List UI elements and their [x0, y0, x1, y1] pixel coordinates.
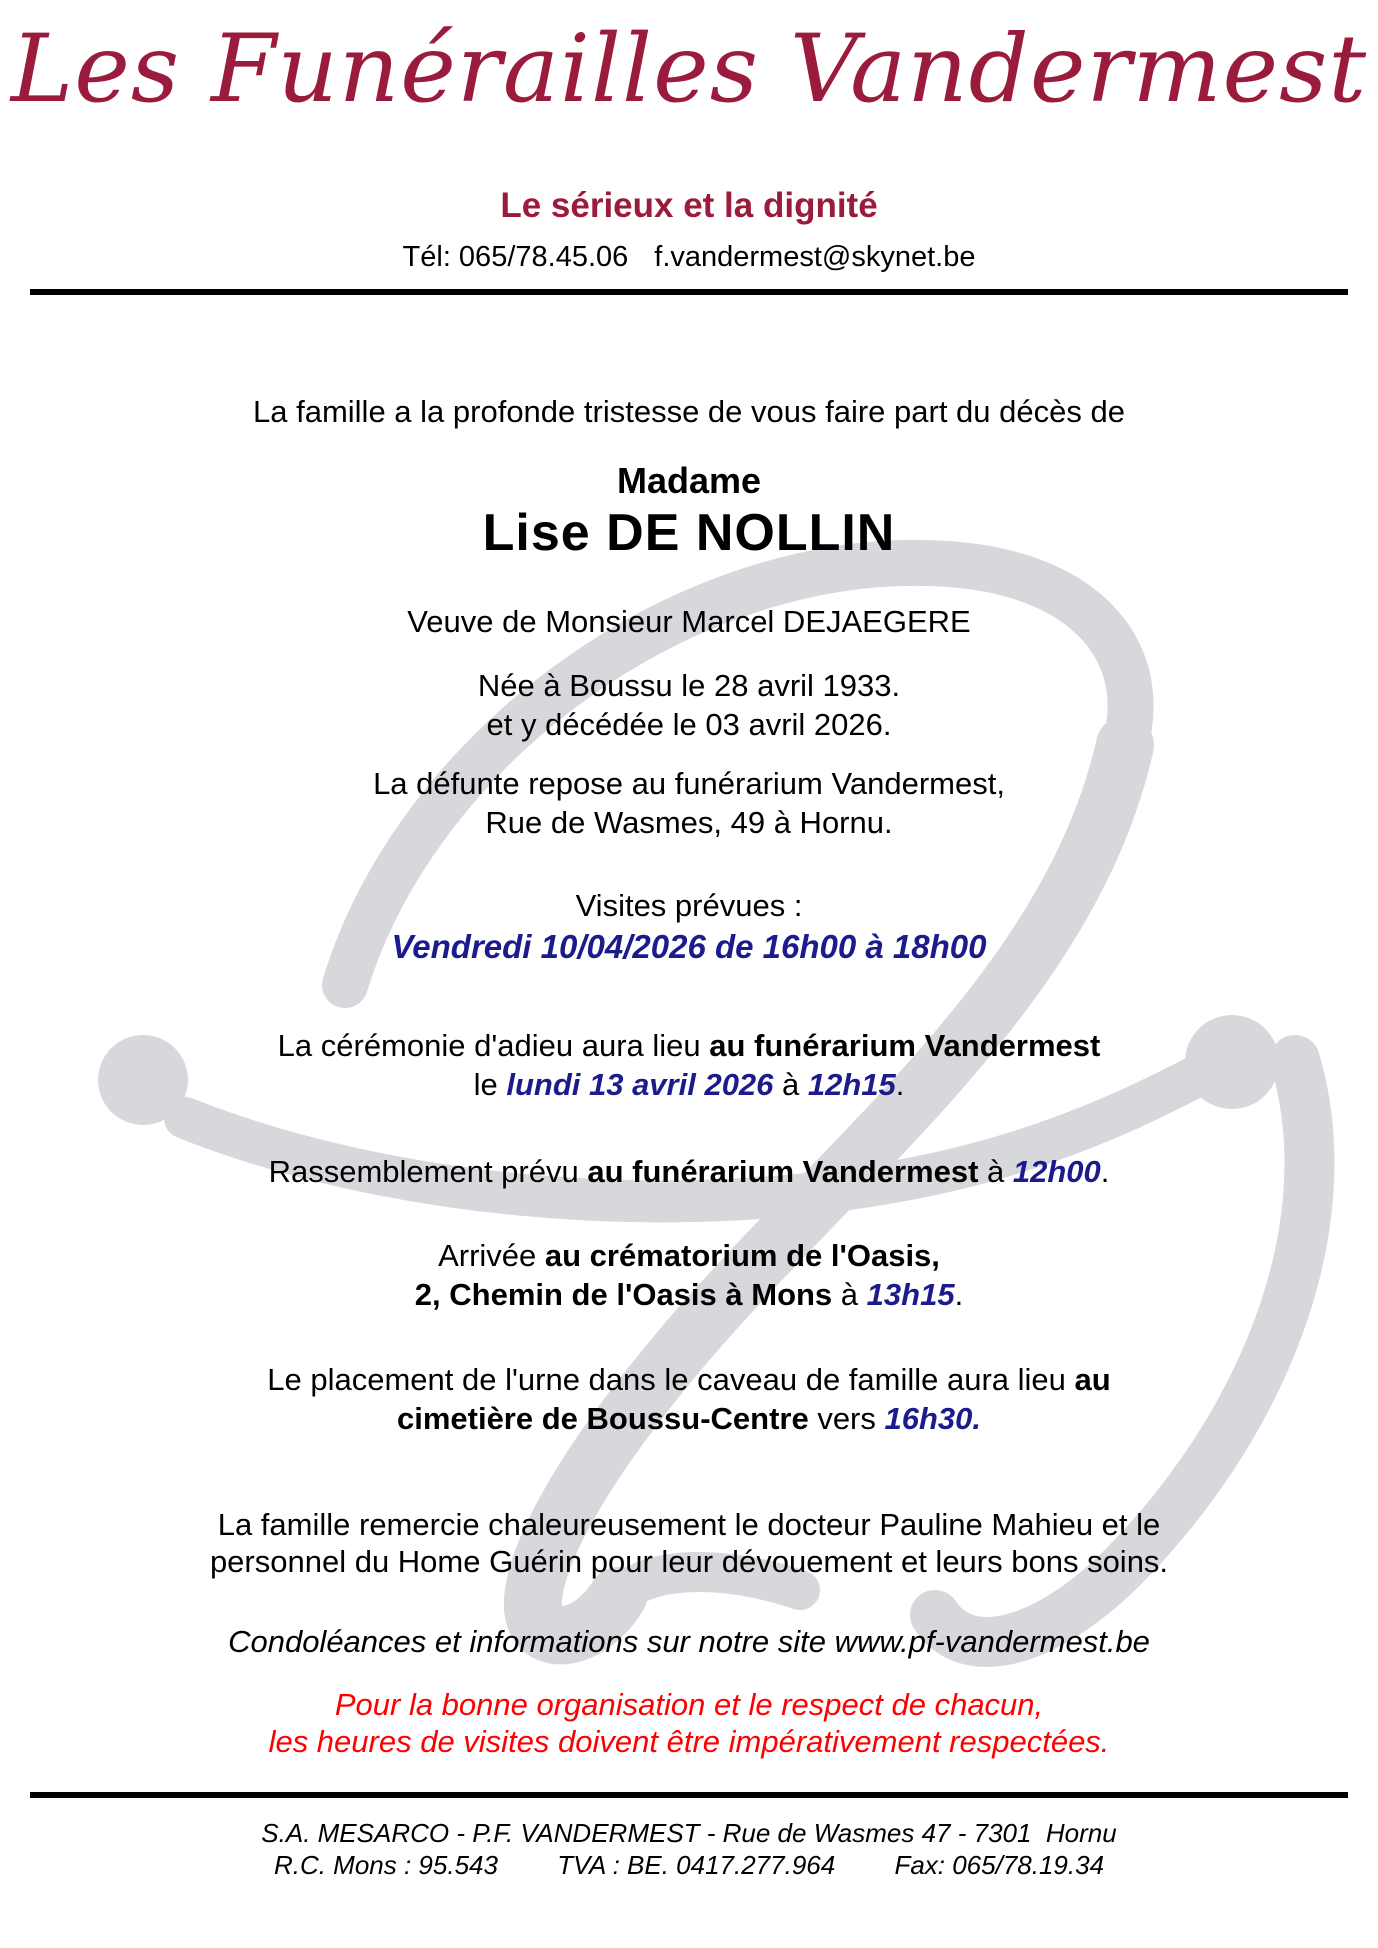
- birth-death-block: [0, 666, 1378, 744]
- visits-schedule: [0, 928, 1378, 966]
- ceremony-time-prefix: à: [773, 1067, 808, 1102]
- repose-line-1: La défunte repose au funérarium Vandermest,: [373, 766, 1005, 801]
- brand-title: Les Funérailles Vandermest: [10, 15, 1368, 124]
- urn-text-bold: au: [1074, 1362, 1111, 1397]
- brand-tagline: Le sérieux et la dignité: [500, 186, 878, 225]
- ceremony-place: au funérarium Vandermest: [709, 1028, 1101, 1063]
- visits-schedule-text: Vendredi 10/04/2026 de 16h00 à 18h00: [391, 928, 987, 965]
- urn-cemetery: cimetière de Boussu-Centre: [396, 1401, 809, 1436]
- gathering-period: .: [1100, 1154, 1110, 1189]
- arrival-time: 13h15: [866, 1277, 955, 1312]
- relation-line: Veuve de Monsieur Marcel DEJAEGERE: [407, 604, 971, 639]
- ceremony-line-1: [0, 1026, 1378, 1065]
- footer-fax: Fax: 065/78.19.34: [894, 1850, 1105, 1880]
- phone-number: Tél: 065/78.45.06: [402, 241, 629, 273]
- repose-block: [0, 764, 1378, 842]
- footer-tva: TVA : BE. 0417.277.964: [557, 1850, 836, 1880]
- footer-rc: R.C. Mons : 95.543: [273, 1850, 498, 1880]
- honorific-title: Madame: [616, 460, 762, 501]
- thanks-line-1: La famille remercie chaleureusement le docteur Pauline Mahieu et le: [217, 1507, 1161, 1542]
- ceremony-date: lundi 13 avril 2026: [506, 1067, 774, 1102]
- email-address: f.vandermest@skynet.be: [654, 241, 976, 273]
- arrival-block: [0, 1236, 1378, 1314]
- ceremony-text: La cérémonie d'adieu aura lieu: [277, 1028, 710, 1063]
- arrival-line-2: [0, 1275, 1378, 1314]
- contact-line: [0, 241, 1378, 274]
- urn-block: [0, 1360, 1378, 1438]
- urn-time-prefix: vers: [808, 1401, 885, 1436]
- urn-line-1: [0, 1360, 1378, 1399]
- bottom-divider: [30, 1792, 1348, 1798]
- intro-text: La famille a la profonde tristesse de vous faire part du décès de: [253, 394, 1125, 429]
- notice-line-1: Pour la bonne organisation et le respect de chacun,: [334, 1687, 1044, 1722]
- gathering-line: [0, 1152, 1378, 1191]
- thanks-block: [0, 1506, 1378, 1580]
- arrival-place: au crématorium de l'Oasis,: [544, 1238, 940, 1273]
- top-divider: [30, 289, 1348, 295]
- gathering-time: 12h00: [1012, 1154, 1101, 1189]
- footer-company-line: S.A. MESARCO - P.F. VANDERMEST - Rue de Wasmes 47 - 7301 Hornu: [261, 1818, 1117, 1848]
- notice-block: [0, 1686, 1378, 1760]
- arrival-line-1: [0, 1236, 1378, 1275]
- repose-line-2: Rue de Wasmes, 49 à Hornu.: [485, 805, 893, 840]
- gathering-text: Rassemblement prévu: [268, 1154, 588, 1189]
- ceremony-line-2: [0, 1065, 1378, 1104]
- gathering-place: au funérarium Vandermest: [587, 1154, 979, 1189]
- arrival-period: .: [954, 1277, 964, 1312]
- birth-line: Née à Boussu le 28 avril 1933.: [477, 668, 901, 703]
- ceremony-block: [0, 1026, 1378, 1104]
- death-line: et y décédée le 03 avril 2026.: [486, 707, 892, 742]
- gathering-time-prefix: à: [978, 1154, 1013, 1189]
- thanks-line-2: personnel du Home Guérin pour leur dévouement et leurs bons soins.: [209, 1544, 1169, 1579]
- urn-line-2: [0, 1399, 1378, 1438]
- notice-line-2: les heures de visites doivent être impérativement respectées.: [268, 1724, 1110, 1759]
- deceased-name: Lise DE NOLLIN: [482, 504, 896, 562]
- urn-time: 16h30.: [884, 1401, 982, 1436]
- arrival-address: 2, Chemin de l'Oasis à Mons: [414, 1277, 833, 1312]
- arrival-text: Arrivée: [438, 1238, 545, 1273]
- footer-legal-line: [0, 1850, 1378, 1881]
- ceremony-date-prefix: le: [473, 1067, 507, 1102]
- ceremony-period: .: [895, 1067, 905, 1102]
- visits-label: Visites prévues :: [575, 888, 803, 923]
- condolences-line: Condoléances et informations sur notre site www.pf-vandermest.be: [228, 1624, 1150, 1659]
- arrival-time-prefix: à: [832, 1277, 867, 1312]
- urn-text: Le placement de l'urne dans le caveau de famille aura lieu: [267, 1362, 1075, 1397]
- ceremony-time: 12h15: [807, 1067, 896, 1102]
